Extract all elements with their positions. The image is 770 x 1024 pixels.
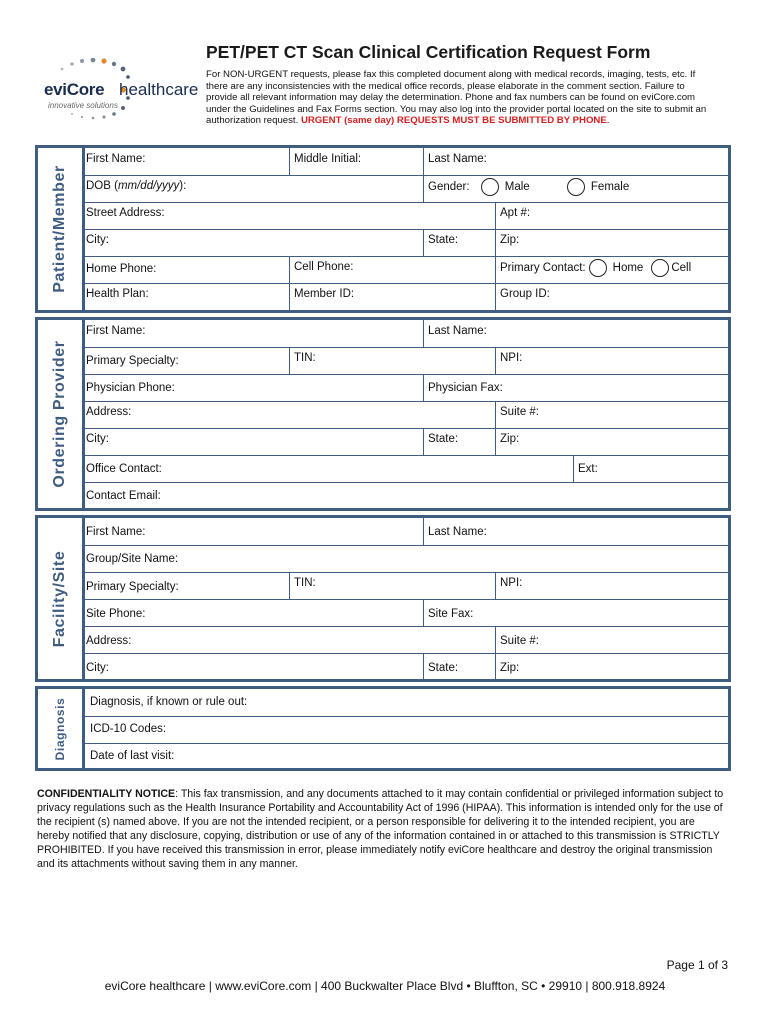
facility-first-name-field[interactable]: First Name: — [86, 526, 146, 538]
provider-phone-field[interactable]: Physician Phone: — [86, 382, 175, 394]
facility-state-field[interactable]: State: — [423, 653, 495, 679]
patient-member-id-field[interactable]: Member ID: — [289, 283, 495, 310]
intro-period: . — [606, 115, 610, 127]
notice-heading: CONFIDENTIALITY NOTICE — [37, 788, 176, 800]
intro-body: For NON-URGENT requests, please fax this completed document along with medical records, imaging, tests, etc. If there are any inconsistencies with the medical office records, please elaborate in the comment section. Failure to provide all relevant information may delay the determination. Phone and fax numbers can be found on eviCore.com under the Guidelines and Fax Forms section. You may also log into the provider portal located on the site to submit an authorization request. — [206, 69, 707, 127]
patient-middle-initial-field[interactable]: Middle Initial: — [289, 148, 423, 175]
patient-zip-field[interactable]: Zip: — [495, 229, 728, 256]
facility-sidebar — [38, 518, 85, 679]
facility-phone-field[interactable]: Site Phone: — [86, 608, 146, 620]
provider-zip-field[interactable]: Zip: — [495, 428, 728, 455]
patient-cell-phone-field[interactable]: Cell Phone: — [289, 256, 495, 283]
provider-city-field[interactable]: City: — [86, 433, 109, 445]
facility-suite-field[interactable]: Suite #: — [495, 626, 728, 653]
patient-first-name-field[interactable]: First Name: — [86, 153, 146, 165]
provider-section-label: Ordering Provider — [51, 340, 68, 488]
contact-home-label: Home — [612, 262, 644, 274]
patient-apt-field[interactable]: Apt #: — [495, 202, 728, 229]
provider-email-field[interactable]: Contact Email: — [86, 490, 161, 502]
facility-tin-field[interactable]: TIN: — [289, 572, 495, 599]
contact-home-radio[interactable] — [589, 259, 607, 277]
female-label: Female — [590, 181, 630, 193]
logo-brand: eviCore — [44, 80, 105, 99]
provider-ext-field[interactable]: Ext: — [573, 455, 728, 482]
facility-npi-field[interactable]: NPI: — [495, 572, 728, 599]
patient-gender-field — [423, 175, 728, 202]
provider-tin-field[interactable]: TIN: — [289, 347, 495, 374]
confidentiality-notice — [37, 787, 729, 871]
facility-group-name-field[interactable]: Group/Site Name: — [86, 553, 179, 565]
patient-city-field[interactable]: City: — [86, 234, 109, 246]
last-visit-date-field[interactable]: Date of last visit: — [90, 750, 175, 762]
primary-contact-field — [495, 256, 728, 283]
primary-contact-label: Primary Contact: — [500, 262, 586, 274]
facility-zip-field[interactable]: Zip: — [495, 653, 728, 679]
footer-contact: eviCore healthcare | www.eviCore.com | 400 Buckwalter Place Blvd • Bluffton, SC • 29910 | 800.918.8924 — [104, 979, 666, 993]
icd10-codes-field[interactable]: ICD-10 Codes: — [90, 723, 167, 735]
patient-state-field[interactable]: State: — [423, 229, 495, 256]
facility-section-label: Facility/Site — [51, 550, 68, 647]
patient-member-section — [35, 145, 731, 313]
patient-last-name-field[interactable]: Last Name: — [423, 148, 728, 175]
notice-body: : This fax transmission, and any documents attached to it may contain confidential or privileged information subject to privacy regulations such as the Health Insurance Portability and Accountability Act of 1996 (HIPAA). This information is intended only for the use of the recipient (s) named above. If you are not the intended recipient, or a person responsible for delivering it to the intended recipient, you are hereby notified that any disclosure, copying, distribution or use of any of the information contained in or attached to this transmission is STRICTLY PROHIBITED. If you have received this transmission in error, please immediately notify eviCore healthcare and destroy the original transmission and its attachments without saving them in any manner. — [37, 788, 724, 870]
patient-sidebar — [38, 148, 85, 310]
gender-label: Gender: — [428, 181, 470, 193]
provider-office-contact-field[interactable]: Office Contact: — [86, 463, 162, 475]
facility-last-name-field[interactable]: Last Name: — [423, 518, 728, 545]
patient-home-phone-field[interactable]: Home Phone: — [86, 263, 157, 275]
intro-text — [206, 69, 718, 127]
patient-street-field[interactable]: Street Address: — [86, 207, 165, 219]
patient-health-plan-field[interactable]: Health Plan: — [86, 288, 149, 300]
dob-suffix: ): — [179, 180, 187, 192]
contact-cell-label: Cell — [671, 262, 692, 274]
provider-last-name-field[interactable]: Last Name: — [423, 320, 728, 347]
patient-group-id-field[interactable]: Group ID: — [495, 283, 728, 310]
contact-cell-radio[interactable] — [651, 259, 669, 277]
male-radio[interactable] — [481, 178, 499, 196]
facility-fax-field[interactable]: Site Fax: — [423, 599, 728, 626]
provider-specialty-field[interactable]: Primary Specialty: — [86, 355, 179, 367]
provider-first-name-field[interactable]: First Name: — [86, 325, 146, 337]
provider-address-field[interactable]: Address: — [86, 406, 132, 418]
page-number: Page 1 of 3 — [666, 958, 728, 972]
facility-site-section — [35, 515, 731, 682]
diagnosis-section — [35, 686, 731, 771]
ordering-provider-section — [35, 317, 731, 511]
female-radio[interactable] — [567, 178, 585, 196]
urgent-notice: URGENT (same day) REQUESTS MUST BE SUBMITTED BY PHONE — [300, 115, 607, 127]
logo-brand-suffix: healthcare — [119, 80, 199, 99]
form-title: PET/PET CT Scan Clinical Certification Request Form — [206, 42, 651, 62]
facility-specialty-field[interactable]: Primary Specialty: — [86, 581, 179, 593]
patient-dob-field[interactable] — [82, 175, 423, 202]
provider-npi-field[interactable]: NPI: — [495, 347, 728, 374]
diagnosis-field[interactable]: Diagnosis, if known or rule out: — [90, 696, 248, 708]
patient-section-label: Patient/Member — [51, 165, 68, 293]
dob-format: mm/dd/yyyy — [117, 180, 180, 192]
diagnosis-sidebar — [38, 689, 85, 768]
provider-sidebar — [38, 320, 85, 508]
diagnosis-section-label: Diagnosis — [53, 697, 67, 760]
provider-state-field[interactable]: State: — [423, 428, 495, 455]
evicore-logo — [30, 58, 200, 120]
provider-fax-field[interactable]: Physician Fax: — [423, 374, 728, 401]
dob-prefix: DOB ( — [86, 180, 118, 192]
provider-suite-field[interactable]: Suite #: — [495, 401, 728, 428]
facility-address-field[interactable]: Address: — [86, 635, 132, 647]
logo-tagline: innovative solutions — [48, 101, 118, 110]
facility-city-field[interactable]: City: — [86, 662, 109, 674]
male-label: Male — [504, 181, 530, 193]
